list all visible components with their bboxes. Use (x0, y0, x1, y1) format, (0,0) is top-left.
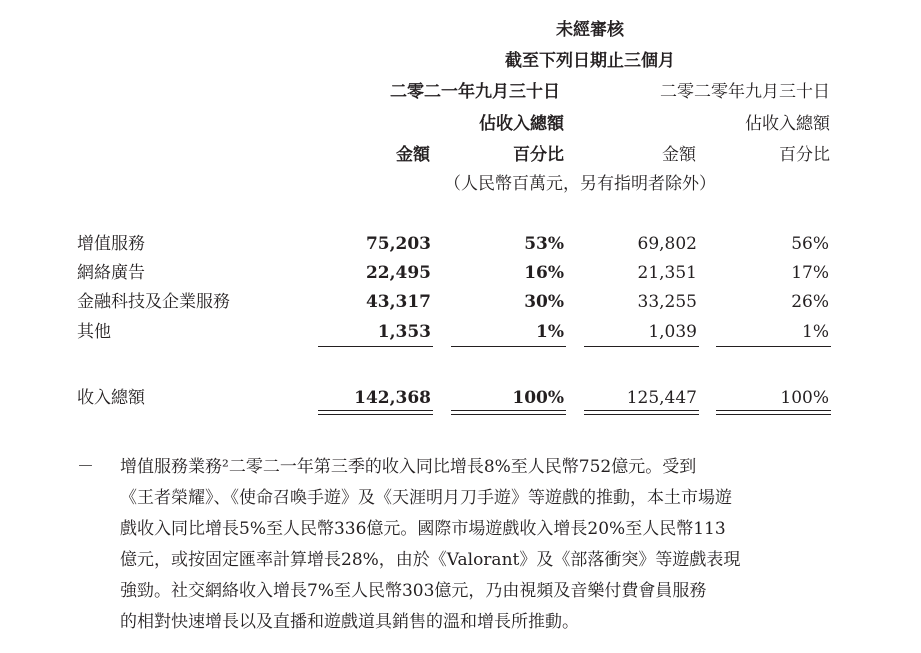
row-amount-2020: 1,039 (648, 322, 697, 342)
header-period: 截至下列日期止三個月 (505, 51, 675, 71)
row-amount-2020: 69,802 (637, 234, 697, 254)
row-percent-2021: 16% (524, 263, 564, 283)
row-amount-2020: 21,351 (637, 263, 697, 283)
row-percent-2020: 56% (791, 234, 829, 254)
note-line: 戲收入同比增長5%至人民幣336億元。國際市場遊戲收入增長20%至人民幣113 (120, 519, 726, 539)
row-percent-2020: 1% (802, 322, 829, 342)
note-line: 強勁。社交網絡收入增長7%至人民幣303億元，乃由視頻及音樂付費會員服務 (120, 581, 707, 601)
row-percent-2020: 17% (791, 263, 829, 283)
row-amount-2021: 22,495 (365, 263, 431, 283)
total-amount-2021: 142,368 (354, 388, 431, 408)
total-double-rule (584, 410, 699, 415)
row-percent-2021: 1% (536, 322, 564, 342)
header-amount-2021: 金額 (396, 145, 430, 165)
row-label: 增值服務 (77, 234, 145, 254)
header-unaudited: 未經審核 (556, 20, 624, 40)
row-amount-2020: 33,255 (637, 292, 697, 312)
header-unit-note: （人民幣百萬元，另有指明者除外） (444, 174, 716, 194)
total-double-rule (716, 410, 831, 415)
row-label: 金融科技及企業服務 (77, 292, 230, 312)
total-percent-2021: 100% (512, 388, 564, 408)
header-percent-2021: 百分比 (513, 145, 564, 165)
subtotal-rule (451, 346, 566, 347)
subtotal-rule (584, 346, 699, 347)
row-amount-2021: 43,317 (365, 292, 431, 312)
header-share-label-2021: 佔收入總額 (479, 114, 564, 134)
note-line: 增值服務業務²二零二一年第三季的收入同比增長8%至人民幣752億元。受到 (120, 457, 697, 477)
total-amount-2020: 125,447 (626, 388, 697, 408)
total-percent-2020: 100% (780, 388, 829, 408)
note-line: 《王者榮耀》、《使命召喚手遊》及《天涯明月刀手遊》等遊戲的推動，本土市場遊 (120, 488, 732, 508)
total-double-rule (318, 410, 433, 415)
row-percent-2021: 53% (524, 234, 564, 254)
note-line: 的相對快速增長以及直播和遊戲道具銷售的溫和增長所推動。 (120, 612, 579, 632)
note-bullet: － (77, 457, 94, 477)
header-share-label-2020: 佔收入總額 (745, 114, 830, 134)
row-amount-2021: 1,353 (377, 322, 431, 342)
total-double-rule (451, 410, 566, 415)
note-line: 億元，或按固定匯率計算增長28%，由於《Valorant》及《部落衝突》等遊戲表現 (120, 550, 741, 570)
row-percent-2020: 26% (791, 292, 829, 312)
row-percent-2021: 30% (524, 292, 564, 312)
note-paragraph (120, 452, 832, 638)
row-amount-2021: 75,203 (365, 234, 431, 254)
header-percent-2020: 百分比 (779, 145, 830, 165)
subtotal-rule (716, 346, 831, 347)
total-label: 收入總額 (77, 388, 145, 408)
header-amount-2020: 金額 (662, 145, 696, 165)
subtotal-rule (318, 346, 433, 347)
row-label: 其他 (77, 322, 111, 342)
row-label: 網絡廣告 (77, 263, 145, 283)
header-date-2020: 二零二零年九月三十日 (660, 82, 830, 102)
header-date-2021: 二零二一年九月三十日 (390, 82, 560, 102)
